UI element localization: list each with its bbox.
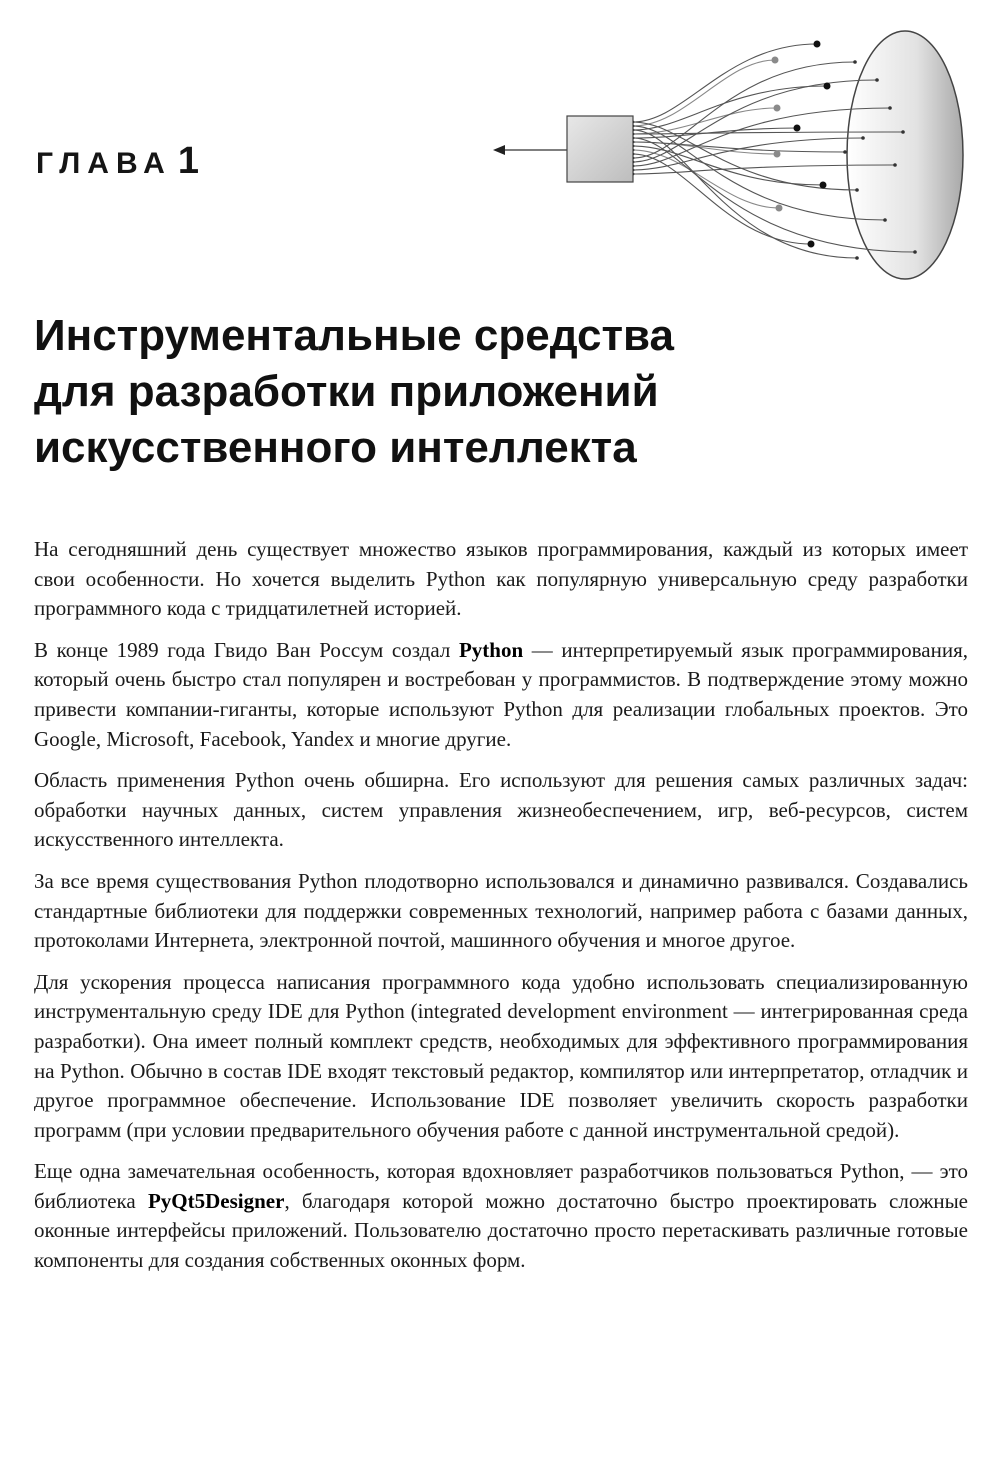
neuron-node — [776, 205, 783, 212]
pyqt5designer-term: PyQt5Designer — [147, 1188, 285, 1213]
neuron-node — [774, 151, 781, 158]
body-text — [34, 535, 968, 1288]
neuron-node — [772, 57, 779, 64]
title-line-1: Инструментальные средства — [34, 311, 674, 360]
output-arrow-head — [493, 145, 505, 155]
neuron-node — [853, 60, 857, 64]
paragraph-3: Область применения Python очень обширна. Его используют для решения самых различных задач: обработки научных данных, систем управления жизнеобеспечением, игр, веб-ресурсов, систем искусственного интеллекта. — [34, 768, 968, 852]
neural-network-illustration — [485, 20, 985, 290]
neuron-node — [814, 41, 821, 48]
neuron-node — [843, 150, 847, 154]
neuron-node — [913, 250, 917, 254]
input-layer-ellipse — [847, 31, 963, 279]
neuron-node — [855, 188, 859, 192]
neuron-node — [808, 241, 815, 248]
neuron-node — [794, 125, 801, 132]
neuron-node — [893, 163, 897, 167]
paragraph-2: В конце 1989 года Гвидо Ван Россум создал Python — интерпретируемый язык программирования, который очень быстро стал популярен и востребован у программистов. В подтверждение этому можно привести компании-гиганты, которые используют Python для реализации глобальных проектов. Это Google, Microsoft, Facebook, Yandex и многие другие. — [34, 637, 968, 751]
chapter-title — [34, 308, 934, 476]
title-line-3: искусственного интеллекта — [34, 423, 637, 472]
connection-wire — [633, 86, 827, 130]
paragraph-4: За все время существования Python плодотворно использовался и динамично развивался. Создавались стандартные библиотеки для поддержки современных технологий, например работа с базами данных, протоколами Интернета, электронной почтой, машинного обучения и многое другое. — [34, 868, 968, 953]
python-term: Python — [458, 637, 524, 662]
neuron-node — [855, 256, 859, 260]
neuron-node — [824, 83, 831, 90]
paragraph-6: Еще одна замечательная особенность, которая вдохновляет разработчиков пользоваться Python, — это библиотека PyQt5Designer, благодаря которой можно достаточно быстро проектировать сложные оконные интерфейсы приложений. Пользователю достаточно просто перетаскивать различные готовые компоненты для создания собственных оконных форм. — [34, 1159, 969, 1273]
neuron-node — [820, 182, 827, 189]
neuron-node — [888, 106, 892, 110]
title-line-2: для разработки приложений — [34, 367, 659, 416]
chapter-number: 1 — [177, 140, 199, 182]
processing-unit-box — [567, 116, 633, 182]
paragraph-5: Для ускорения процесса написания программного кода удобно использовать специализированную инструментальную среду IDE для Python (integrated development environment — интегрированная среда разработки). Она имеет полный комплект средств, необходимых для эффективного программирования на Python. Обычно в состав IDE входят текстовый редактор, компилятор или интерпретатор, отладчик и другое программное обеспечение. Использование IDE позволяет увеличить скорость разработки программ (при условии предварительного обучения работе с данной инструментальной средой). — [34, 969, 968, 1142]
neuron-node — [883, 218, 887, 222]
neuron-node — [875, 78, 879, 82]
connection-wire — [633, 44, 817, 122]
neuron-node — [861, 136, 865, 140]
chapter-heading — [36, 140, 199, 183]
connection-wire — [633, 60, 775, 126]
paragraph-1: На сегодняшний день существует множество языков программирования, каждый из которых имеет свои особенности. Но хочется выделить Python как популярную универсальную среду разработки программного кода с тридцатилетней историей. — [34, 537, 968, 621]
neuron-node — [774, 105, 781, 112]
connection-wire — [633, 108, 777, 134]
chapter-word: ГЛАВА — [36, 147, 172, 180]
neuron-node — [901, 130, 905, 134]
